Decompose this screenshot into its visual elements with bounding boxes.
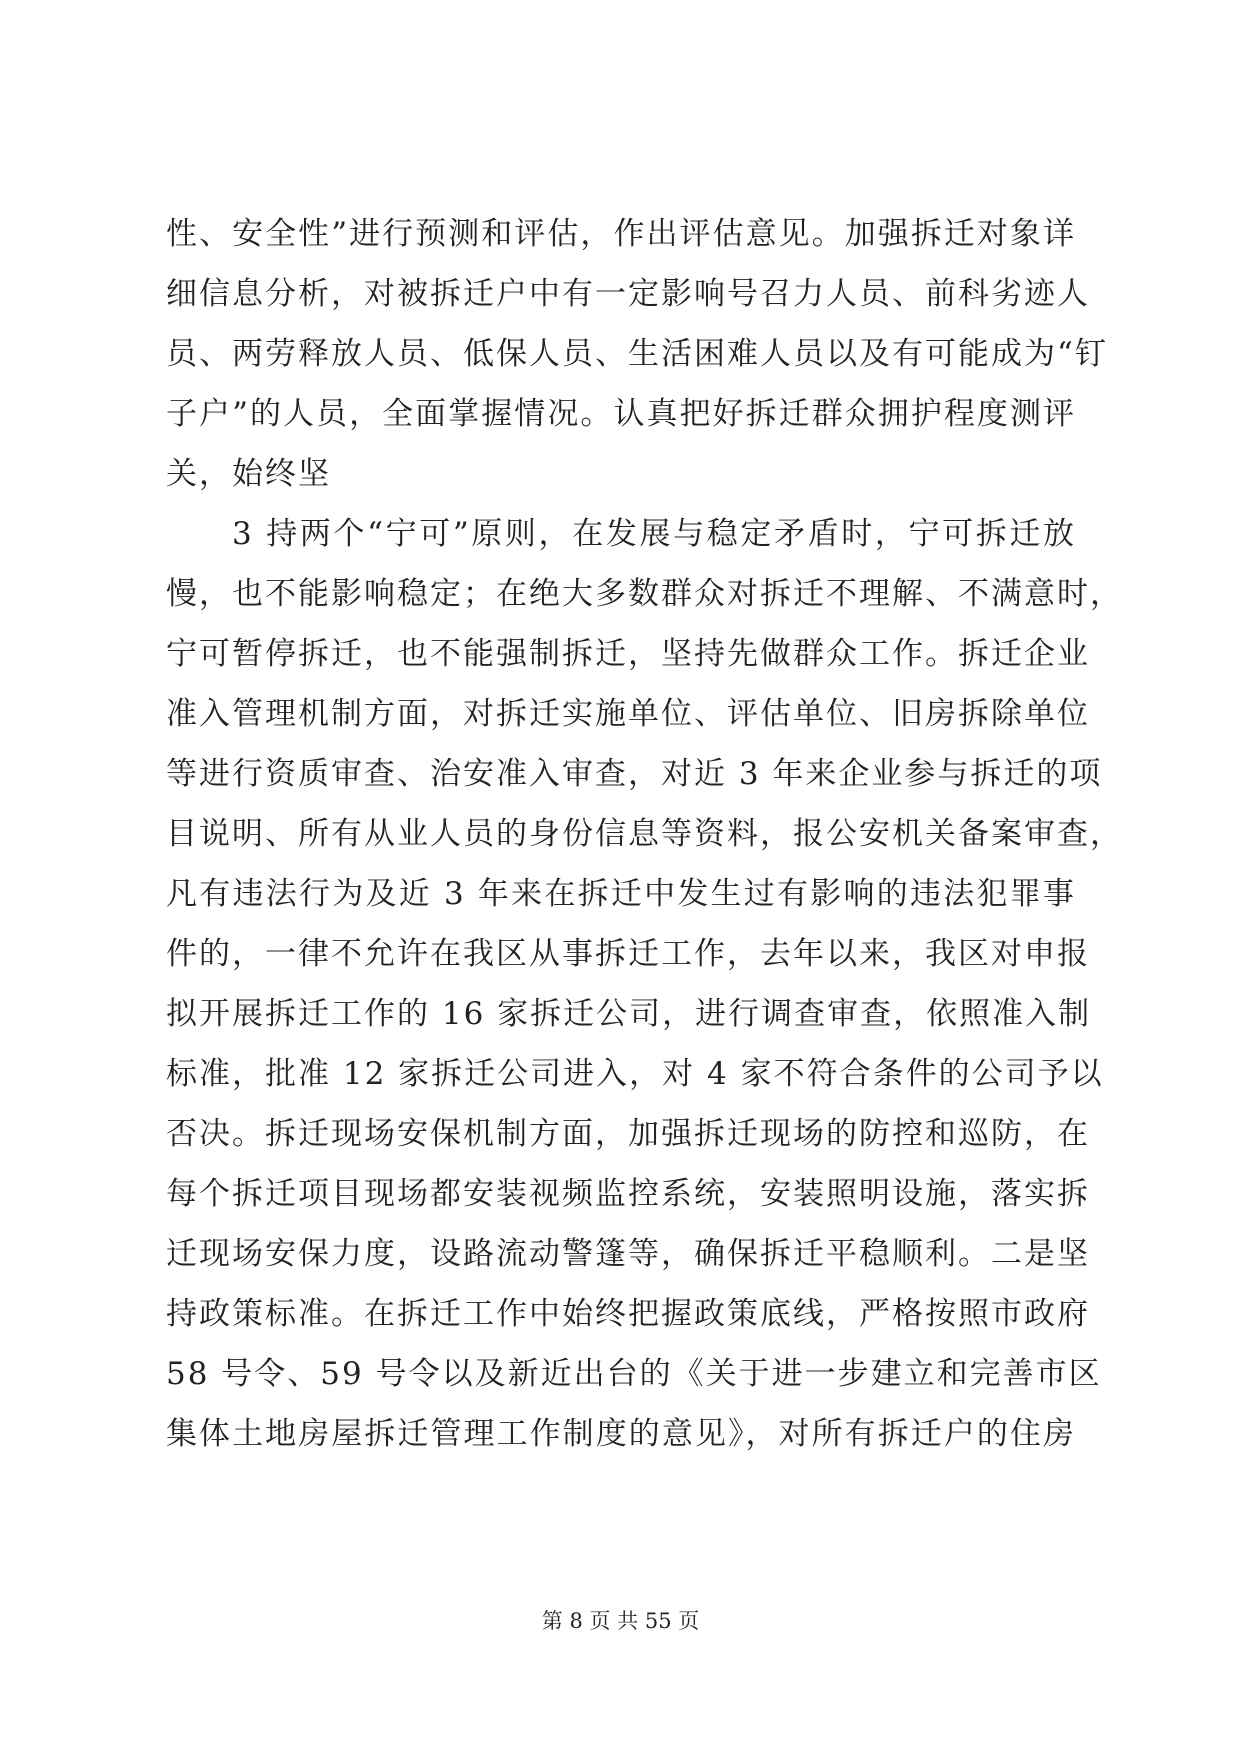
body-text-line: 否决。拆迁现场安保机制方面，加强拆迁现场的防控和巡防，在 [166,1116,1090,1152]
body-text-line: 件的，一律不允许在我区从事拆迁工作，去年以来，我区对申报 [166,936,1090,972]
body-text-line: 目说明、所有从业人员的身份信息等资料，报公安机关备案审查， [166,816,1123,852]
body-text-line: 宁可暂停拆迁，也不能强制拆迁，坚持先做群众工作。拆迁企业 [166,636,1090,672]
body-text-line: 凡有违法行为及近 3 年来在拆迁中发生过有影响的违法犯罪事 [166,876,1076,912]
body-text-line: 迁现场安保力度，设路流动警篷等，确保拆迁平稳顺利。二是坚 [166,1236,1090,1272]
body-text-line: 每个拆迁项目现场都安装视频监控系统，安装照明设施，落实拆 [166,1176,1090,1212]
body-text-line: 集体土地房屋拆迁管理工作制度的意见》，对所有拆迁户的住房 [166,1416,1076,1452]
body-text-line: 性、安全性”进行预测和评估，作出评估意见。加强拆迁对象详 [166,216,1076,252]
body-text-line: 拟开展拆迁工作的 16 家拆迁公司，进行调查审查，依照准入制 [166,996,1092,1032]
body-text-line: 子户”的人员，全面掌握情况。认真把好拆迁群众拥护程度测评 [166,396,1076,432]
body-text-line: 慢，也不能影响稳定；在绝大多数群众对拆迁不理解、不满意时， [166,576,1123,612]
page-number-footer: 第 8 页 共 55 页 [541,1609,700,1633]
body-text-line: 58 号令、59 号令以及新近出台的《关于进一步建立和完善市区 [166,1356,1102,1392]
body-text-line: 标准，批准 12 家拆迁公司进入，对 4 家不符合条件的公司予以 [166,1056,1104,1092]
paragraph-first-line: 3 持两个“宁可”原则，在发展与稳定矛盾时，宁可拆迁放 [232,516,1076,552]
body-text-line: 关，始终坚 [166,456,331,492]
body-text-line: 员、两劳释放人员、低保人员、生活困难人员以及有可能成为“钉 [166,336,1108,372]
body-text-line: 细信息分析，对被拆迁户中有一定影响号召力人员、前科劣迹人 [166,276,1090,312]
body-text-line: 等进行资质审查、治安准入审查，对近 3 年来企业参与拆迁的项 [166,756,1103,792]
body-text-line: 准入管理机制方面，对拆迁实施单位、评估单位、旧房拆除单位 [166,696,1090,732]
body-text-line: 持政策标准。在拆迁工作中始终把握政策底线，严格按照市政府 [166,1296,1090,1332]
